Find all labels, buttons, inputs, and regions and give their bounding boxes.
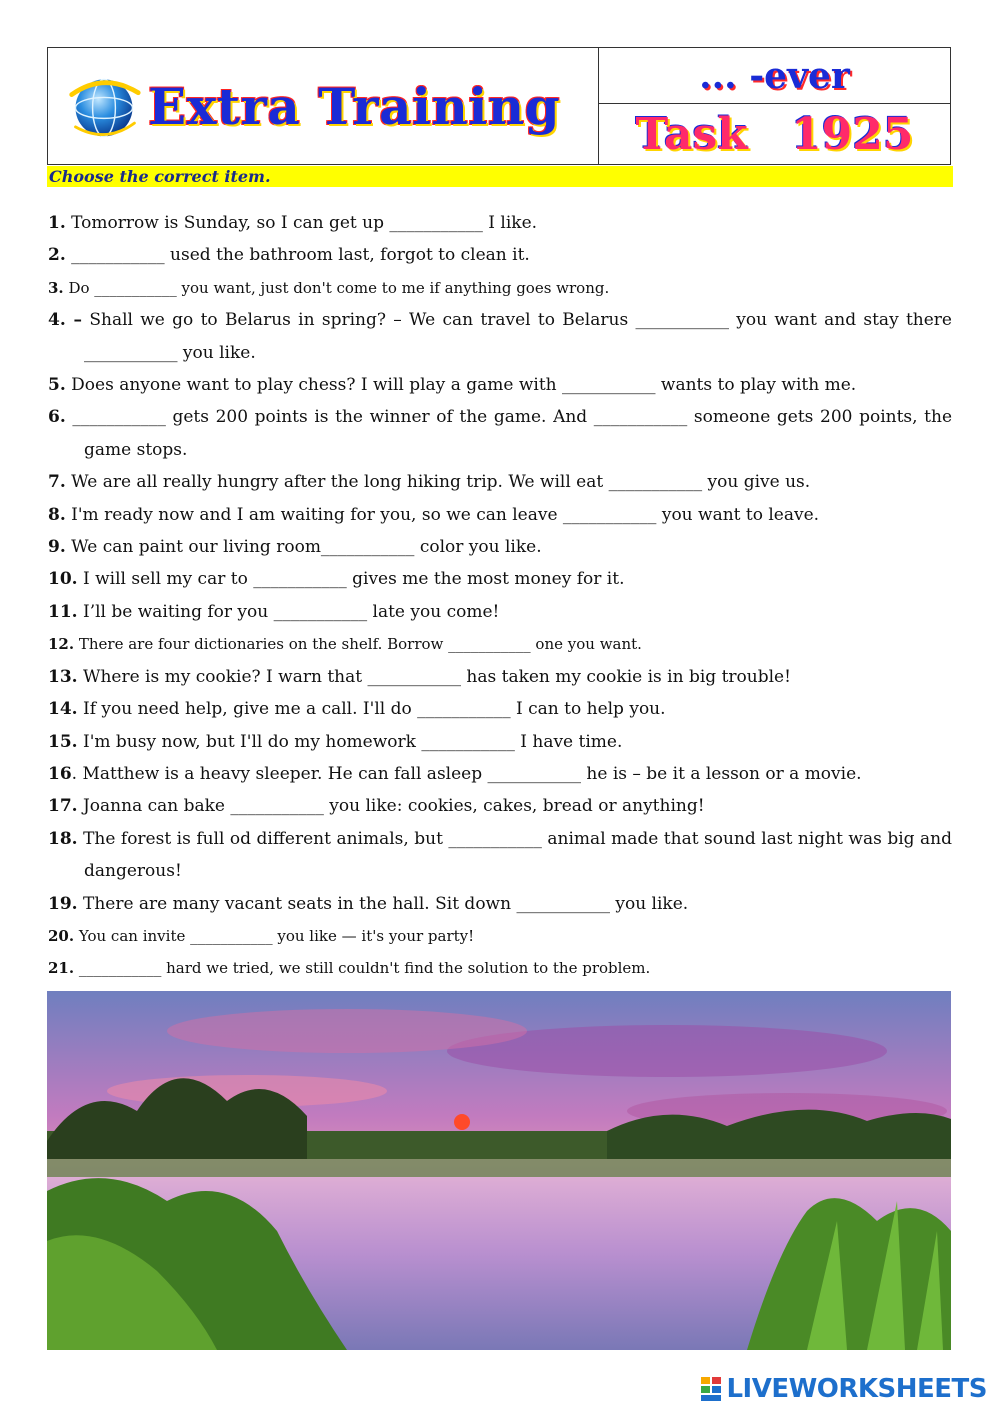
question-number: 6. <box>48 407 66 428</box>
question-item <box>48 790 952 822</box>
question-text: If you need help, give me a call. I'll do ___________ I can to help you. <box>77 699 666 720</box>
question-text: We can paint our living room___________ color you like. <box>65 537 542 558</box>
question-text: There are many vacant seats in the hall. Sit down ___________ you like. <box>77 893 689 914</box>
question-text: Does anyone want to play chess? I will play a game with ___________ wants to play with me. <box>65 375 857 396</box>
question-item <box>48 272 952 304</box>
question-number: 3. <box>48 278 64 297</box>
question-number: 15. <box>48 731 78 752</box>
brand-title: Extra Training <box>148 76 561 136</box>
question-item <box>48 823 952 888</box>
logo-cell <box>48 48 599 164</box>
question-number: 13. <box>48 666 78 687</box>
question-item <box>48 596 952 628</box>
question-number: 19. <box>48 893 78 914</box>
question-number: 12. <box>48 635 75 654</box>
question-item <box>48 563 952 595</box>
question-item <box>48 661 952 693</box>
question-text: ___________ gets 200 points is the winner of the game. And ___________ someone gets 200 points, the game stops. <box>65 407 952 460</box>
question-number: 4. – <box>48 310 83 331</box>
question-text: Tomorrow is Sunday, so I can get up ___________ I like. <box>65 213 538 233</box>
question-number: 18. <box>48 828 78 849</box>
footer-brand <box>700 1373 987 1405</box>
question-text: I’ll be waiting for you ___________ late you come! <box>77 601 500 622</box>
question-text: Do ___________ you want, just don't come to me if anything goes wrong. <box>63 278 610 297</box>
question-item <box>48 920 952 952</box>
question-item <box>48 304 952 369</box>
question-number: 14. <box>48 699 78 720</box>
question-list <box>48 207 952 985</box>
question-number: 2. <box>48 245 66 266</box>
question-text: ___________ used the bathroom last, forgot to clean it. <box>65 245 530 266</box>
globe-icon <box>66 68 142 144</box>
question-item <box>48 726 952 758</box>
question-text: I'm busy now, but I'll do my homework ___________ I have time. <box>77 731 623 752</box>
question-item <box>48 207 952 239</box>
question-number: 1. <box>48 213 66 233</box>
question-text: There are four dictionaries on the shelf. Borrow ___________ one you want. <box>74 635 642 654</box>
question-item <box>48 693 952 725</box>
question-item <box>48 369 952 401</box>
header-box <box>47 47 951 165</box>
question-text: The forest is full od different animals, but ___________ animal made that sound last night was big and dangerous! <box>77 828 952 882</box>
question-item <box>48 758 952 790</box>
question-number: 11. <box>48 601 78 622</box>
question-item <box>48 531 952 563</box>
question-text: We are all really hungry after the long hiking trip. We will eat ___________ you give us. <box>65 472 811 493</box>
question-number: 17. <box>48 796 78 817</box>
question-text: I will sell my car to ___________ gives me the most money for it. <box>77 569 625 590</box>
question-item <box>48 952 952 984</box>
question-text: . Matthew is a heavy sleeper. He can fall asleep ___________ he is – be it a lesson or a movie. <box>71 763 862 784</box>
question-number: 21. <box>48 959 75 978</box>
question-item <box>48 401 952 466</box>
sunset-lake-photo <box>47 991 951 1350</box>
question-number: 20. <box>48 926 75 945</box>
liveworksheets-logo-icon <box>700 1376 722 1402</box>
topic-title: ... -ever <box>599 48 950 104</box>
task-number: Task 1925 <box>635 108 914 160</box>
question-text: Where is my cookie? I warn that ___________ has taken my cookie is in big trouble! <box>77 666 791 687</box>
footer-brand-text: LIVEWORKSHEETS <box>726 1374 987 1404</box>
question-text: Shall we go to Belarus in spring? – We can travel to Belarus ___________ you want and stay there ___________ you like. <box>82 310 952 363</box>
question-item <box>48 466 952 498</box>
question-item <box>48 888 952 920</box>
question-number: 16 <box>48 763 72 784</box>
question-number: 7. <box>48 472 66 493</box>
question-text: You can invite ___________ you like — it's your party! <box>74 926 475 945</box>
question-text: ___________ hard we tried, we still couldn't find the solution to the problem. <box>74 959 651 978</box>
question-item <box>48 239 952 271</box>
task-cell <box>599 48 950 164</box>
instruction-banner: Choose the correct item. <box>47 166 953 187</box>
question-number: 10. <box>48 569 78 590</box>
question-item <box>48 628 952 660</box>
question-text: I'm ready now and I am waiting for you, so we can leave ___________ you want to leave. <box>65 504 820 525</box>
question-number: 9. <box>48 537 66 558</box>
question-item <box>48 499 952 531</box>
question-number: 5. <box>48 375 66 396</box>
question-number: 8. <box>48 504 66 525</box>
question-text: Joanna can bake ___________ you like: cookies, cakes, bread or anything! <box>77 796 705 817</box>
